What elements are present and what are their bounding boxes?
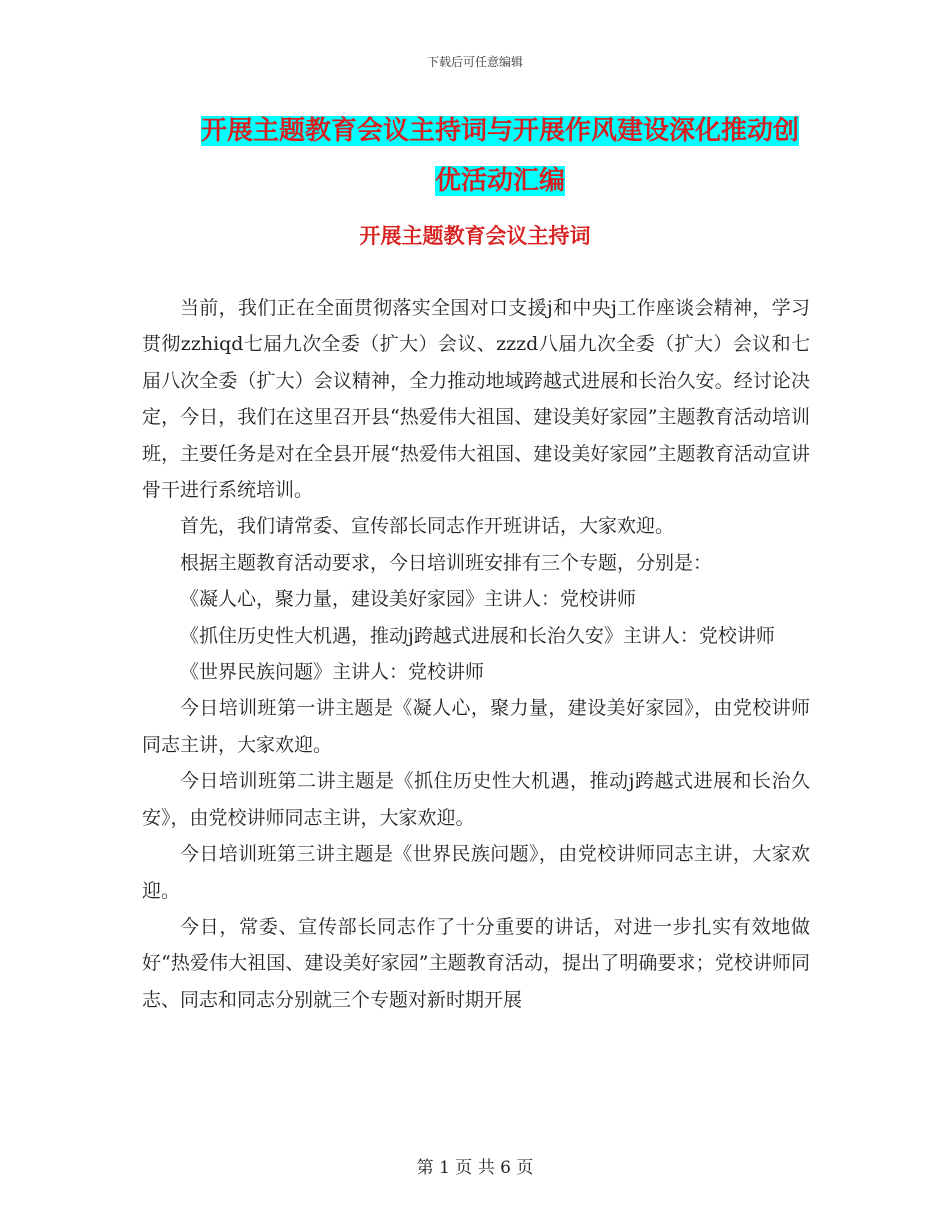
paragraph: 首先，我们请常委、宣传部长同志作开班讲话，大家欢迎。	[180, 515, 675, 538]
page-number: 第 1 页 共 6 页	[416, 1158, 534, 1178]
paragraph: 今日培训班第一讲主题是《凝人心，聚力量，建设美好家园》，由党校讲师同志主讲，大家欢迎。	[142, 697, 810, 756]
document-body	[142, 290, 810, 1018]
paragraph: 《凝人心，聚力量，建设美好家园》主讲人：党校讲师	[180, 588, 637, 611]
paragraph: 《抓住历史性大机遇，推动j跨越式进展和长治久安》主讲人：党校讲师	[180, 624, 775, 647]
paragraph: 根据主题教育活动要求，今日培训班安排有三个专题，分别是：	[180, 551, 713, 574]
paragraph: 今日培训班第三讲主题是《世界民族问题》，由党校讲师同志主讲，大家欢迎。	[142, 843, 810, 902]
paragraph: 今日，常委、宣传部长同志作了十分重要的讲话，对进一步扎实有效地做好“热爱伟大祖国、建设美好家园”主题教育活动，提出了明确要求；党校讲师同志、同志和同志分别就三个专题对新时期开展	[142, 915, 810, 1011]
paragraph: 当前，我们正在全面贯彻落实全国对口支援j和中央j工作座谈会精神，学习贯彻zzhiqd七届九次全委（扩大）会议、zzzd八届九次全委（扩大）会议和七届八次全委（扩大）会议精神，全力推动地域跨越式进展和长治久安。经讨论决定，今日，我们在这里召开县“热爱伟大祖国、建设美好家园”主题教育活动培训班，主要任务是对在全县开展“热爱伟大祖国、建设美好家园”主题教育活动宣讲骨干进行系统培训。	[142, 297, 810, 502]
header-note: 下载后可任意编辑	[426, 55, 523, 69]
paragraph: 今日培训班第二讲主题是《抓住历史性大机遇，推动j跨越式进展和长治久安》，由党校讲师同志主讲，大家欢迎。	[142, 770, 810, 829]
paragraph: 《世界民族问题》主讲人：党校讲师	[180, 661, 485, 684]
document-title-text: 开展主题教育会议主持词与开展作风建设深化推动创优活动汇编	[200, 116, 799, 196]
section-title: 开展主题教育会议主持词	[359, 223, 591, 248]
document-title	[190, 106, 810, 206]
